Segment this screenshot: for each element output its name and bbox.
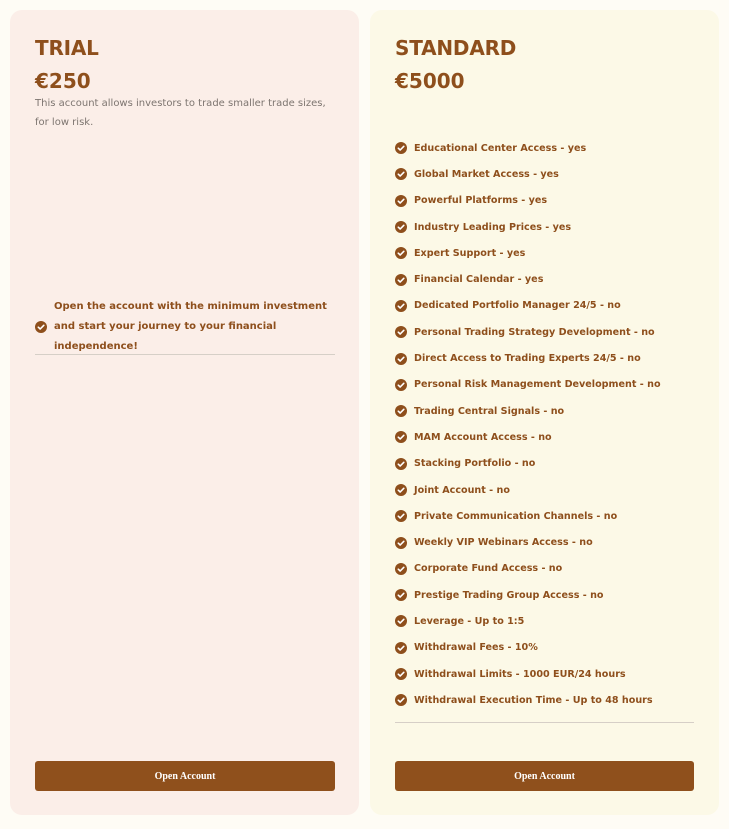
check-circle-icon [395, 195, 407, 207]
feature-text: Powerful Platforms - yes [414, 195, 548, 207]
feature-text: Dedicated Portfolio Manager 24/5 - no [414, 300, 621, 312]
feature-text: Trading Central Signals - no [414, 405, 565, 417]
feature-text: Withdrawal Limits - 1000 EUR/24 hours [414, 668, 626, 680]
check-circle-icon [395, 668, 407, 680]
plan-price: €250 [35, 69, 91, 93]
feature-text: Leverage - Up to 1:5 [414, 615, 525, 627]
feature-item [395, 188, 661, 214]
check-circle-icon [395, 247, 407, 259]
feature-item [395, 398, 661, 424]
feature-item [395, 293, 661, 319]
plan-description: This account allows investors to trade smaller trade sizes, for low risk. [35, 98, 326, 128]
feature-item [395, 556, 661, 582]
feature-item [395, 135, 661, 161]
plan-card-standard [370, 10, 719, 815]
check-circle-icon [35, 321, 47, 333]
plan-price: €5000 [395, 69, 465, 93]
feature-text: Open the account with the minimum investment and start your journey to your financial independence! [54, 301, 327, 352]
plan-card-trial [10, 10, 359, 815]
feature-item [395, 687, 661, 713]
check-circle-icon [395, 484, 407, 496]
feature-text: MAM Account Access - no [414, 431, 552, 443]
feature-item [35, 297, 335, 357]
feature-text: Direct Access to Trading Experts 24/5 - no [414, 353, 641, 365]
check-circle-icon [395, 458, 407, 470]
feature-text: Withdrawal Execution Time - Up to 48 hours [414, 694, 653, 706]
check-circle-icon [395, 405, 407, 417]
feature-item [395, 503, 661, 529]
feature-text: Joint Account - no [414, 484, 510, 496]
feature-item [395, 319, 661, 345]
check-circle-icon [395, 563, 407, 575]
feature-text: Personal Trading Strategy Development - no [414, 326, 655, 338]
divider [35, 354, 335, 355]
feature-text: Stacking Portfolio - no [414, 458, 536, 470]
feature-item [395, 451, 661, 477]
check-circle-icon [395, 379, 407, 391]
check-circle-icon [395, 168, 407, 180]
feature-item [395, 214, 661, 240]
feature-text: Industry Leading Prices - yes [414, 221, 572, 233]
plan-title: TRIAL [35, 36, 99, 60]
feature-item [395, 477, 661, 503]
open-account-button-trial[interactable]: Open Account [35, 761, 335, 791]
feature-list [395, 135, 661, 714]
divider [395, 722, 694, 723]
check-circle-icon [395, 221, 407, 233]
feature-item [395, 372, 661, 398]
check-circle-icon [395, 300, 407, 312]
feature-text: Prestige Trading Group Access - no [414, 589, 604, 601]
check-circle-icon [395, 353, 407, 365]
check-circle-icon [395, 537, 407, 549]
feature-item [395, 661, 661, 687]
feature-text: Weekly VIP Webinars Access - no [414, 537, 593, 549]
feature-item [395, 529, 661, 555]
open-account-button-standard[interactable]: Open Account [395, 761, 694, 791]
feature-text: Financial Calendar - yes [414, 274, 544, 286]
feature-item [395, 161, 661, 187]
feature-text: Expert Support - yes [414, 247, 526, 259]
feature-text: Corporate Fund Access - no [414, 563, 563, 575]
feature-text: Withdrawal Fees - 10% [414, 642, 538, 654]
check-circle-icon [395, 431, 407, 443]
feature-item [395, 635, 661, 661]
feature-item [395, 345, 661, 371]
feature-item [395, 266, 661, 292]
check-circle-icon [395, 510, 407, 522]
check-circle-icon [395, 326, 407, 338]
check-circle-icon [395, 615, 407, 627]
check-circle-icon [395, 694, 407, 706]
feature-item [395, 424, 661, 450]
feature-text: Personal Risk Management Development - no [414, 379, 661, 391]
check-circle-icon [395, 589, 407, 601]
check-circle-icon [395, 274, 407, 286]
feature-item [395, 240, 661, 266]
feature-text: Global Market Access - yes [414, 168, 559, 180]
feature-item [395, 608, 661, 634]
feature-item [395, 582, 661, 608]
feature-text: Educational Center Access - yes [414, 142, 587, 154]
check-circle-icon [395, 642, 407, 654]
plan-title: STANDARD [395, 36, 517, 60]
check-circle-icon [395, 142, 407, 154]
feature-text: Private Communication Channels - no [414, 510, 618, 522]
